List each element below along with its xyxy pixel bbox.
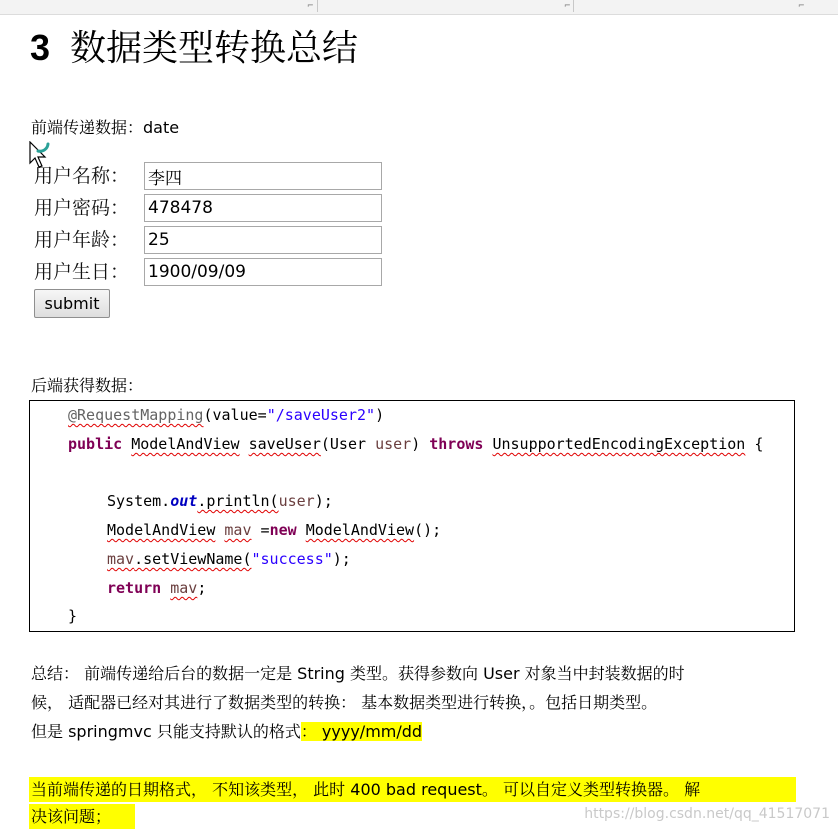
birthday-label: 用户生日：: [34, 261, 130, 283]
section-title: 数据类型转换总结: [70, 28, 359, 69]
code-line-6: return mav;: [107, 579, 207, 597]
birthday-input[interactable]: [144, 258, 382, 286]
password-label: 用户密码：: [34, 197, 130, 219]
age-label: 用户年龄：: [34, 229, 130, 251]
frontend-label: 前端传递数据：date: [31, 118, 180, 137]
code-line-7: }: [68, 607, 78, 625]
summary-line-2: 候， 适配器已经对其进行了数据类型的转换： 基本数据类型进行转换，。包括日期类型。: [31, 693, 658, 712]
code-line-4: ModelAndView mav =new ModelAndView();: [107, 521, 442, 539]
code-line-1: @RequestMapping(value="/saveUser2"): [68, 406, 385, 424]
age-input[interactable]: [144, 226, 382, 254]
backend-label: 后端获得数据：: [31, 376, 144, 395]
summary-line-1: 总结： 前端传递给后台的数据一定是 String 类型。获得参数向 User 对象当中封装数据的时: [31, 664, 685, 683]
code-line-3: System.out.println(user);: [107, 492, 333, 510]
submit-button[interactable]: submit: [34, 289, 110, 318]
date-format-highlight: ： yyyy/mm/dd: [300, 722, 423, 741]
section-number: 3: [30, 27, 51, 68]
summary-line-3: [31, 721, 422, 743]
watermark: https://blog.csdn.net/qq_41517071: [584, 806, 830, 822]
document-ruler: ⌐ ⌐ ⌐: [0, 0, 838, 15]
username-label: 用户名称：: [34, 165, 130, 187]
code-block: [29, 400, 795, 632]
highlight-note-line-2: 决该问题；: [31, 807, 112, 826]
section-heading: [30, 26, 358, 71]
summary-line-3-text: 但是 springmvc 只能支持默认的格式: [31, 722, 301, 741]
code-line-2: public ModelAndView saveUser(User user) throws UnsupportedEncodingException {: [68, 435, 764, 453]
code-line-5: mav.setViewName("success");: [107, 550, 351, 568]
username-input[interactable]: [144, 162, 382, 190]
highlight-note-line-1: 当前端传递的日期格式， 不知该类型， 此时 400 bad request。 可以自定义类型转换器。 解: [31, 780, 701, 799]
password-input[interactable]: [144, 194, 382, 222]
